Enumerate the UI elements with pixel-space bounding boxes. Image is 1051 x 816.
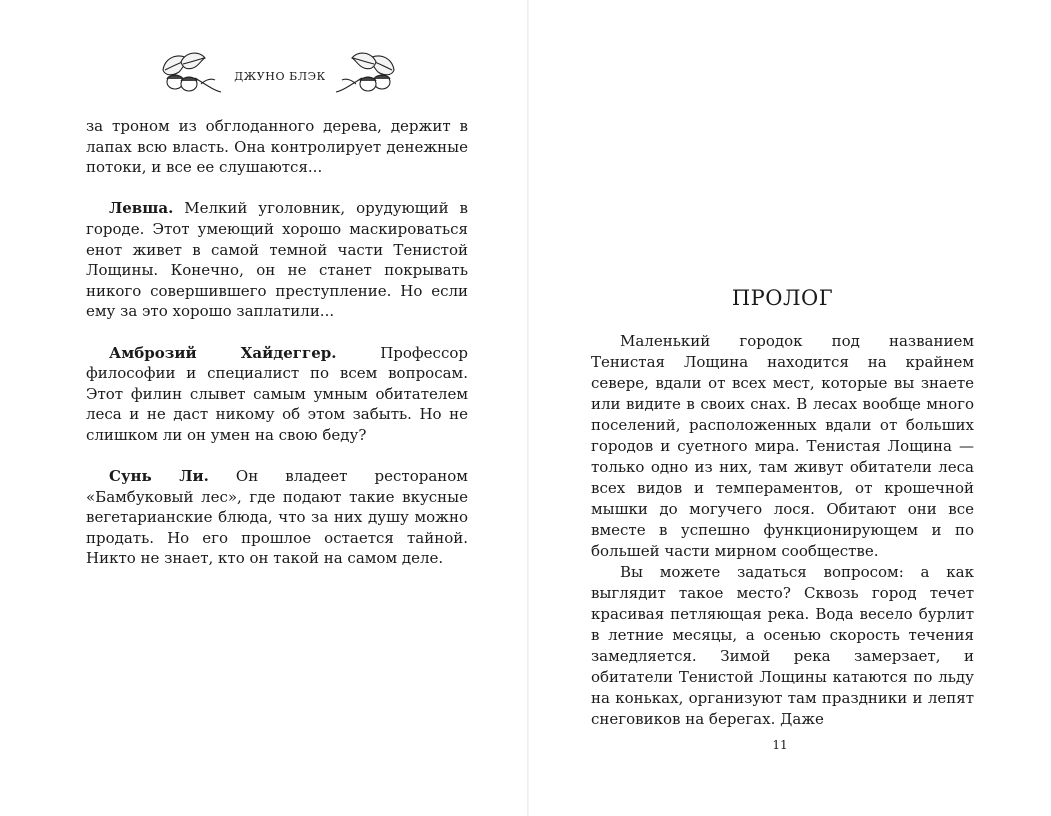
prologue-text xyxy=(591,331,974,730)
prologue-paragraph: Вы можете задаться вопросом: а как выглядит такое место? Сквозь город течет красивая петляющая река. Вода весело бурлит в летние месяцы, а осенью скорость течения замедляется. Зимой река замерзает, и обитатели Тенистой Лощины катаются по льду на коньках, организуют там праздники и лепят снеговиков на берегах. Даже xyxy=(591,563,974,728)
page-number: 11 xyxy=(772,738,788,752)
continuation-paragraph: за троном из обглоданного дерева, держит в лапах всю власть. Она контролирует денежные потоки, и все ее слушаются... xyxy=(86,117,468,177)
oak-leaves-acorns-icon xyxy=(330,48,402,100)
character-name: Амброзий Хайдеггер. xyxy=(109,343,337,362)
character-entry xyxy=(86,198,468,322)
character-entry xyxy=(86,466,468,569)
character-name: Сунь Ли. xyxy=(109,467,209,486)
character-name: Левша. xyxy=(109,199,174,218)
character-list xyxy=(86,116,468,569)
oak-leaves-acorns-icon xyxy=(155,48,227,100)
character-description: Он владеет рестораном «Бамбуковый лес», где подают такие вкусные вегетарианские блюда, что за них душу можно продать. Но его прошлое остается тайной. Никто не знает, кто он такой на самом деле. xyxy=(86,467,468,568)
chapter-title: ПРОЛОГ xyxy=(731,286,834,310)
character-entry xyxy=(86,343,468,446)
author-name: ДЖУНО БЛЭК xyxy=(234,70,326,83)
character-description: Профессор философии и специалист по всем вопросам. Этот филин слывет самым умным обитателем леса и не даст никому об этом забыть. Но не слишком ли он умен на свою беду? xyxy=(86,343,468,444)
running-head xyxy=(150,48,400,100)
prologue-paragraph: Маленький городок под названием Тенистая Лощина находится на крайнем севере, вдали от всех мест, которые вы знаете или видите в своих снах. В лесах вообще много поселений, расположенных вдали от больших городов и суетного мира. Тенистая Лощина — только одно из них, там живут обитатели леса всех видов и темпераментов, от крошечной мышки до могучего лося. Обитают они все вместе в успешно функционирующем и по большей части мирном сообществе. xyxy=(591,332,974,560)
character-description: Мелкий уголовник, орудующий в городе. Этот умеющий хорошо маскироваться енот живет в самой темной части Тенистой Лощины. Конечно, он не станет покрывать никого совершившего преступление. Но если ему за это хорошо заплатили... xyxy=(86,199,468,321)
